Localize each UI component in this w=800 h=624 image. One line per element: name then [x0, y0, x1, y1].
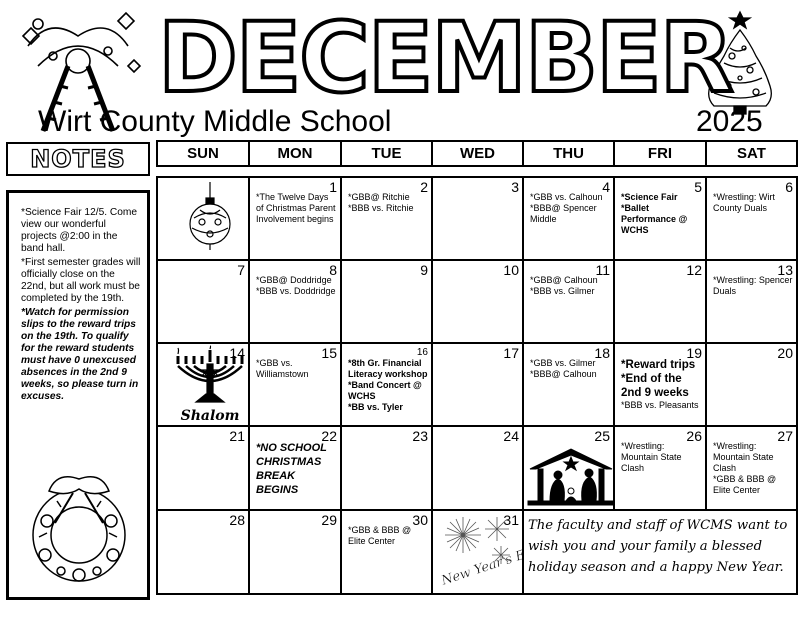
day-number: 4	[602, 179, 610, 195]
day-cell	[156, 342, 250, 427]
day-number: 21	[229, 428, 245, 444]
day-cell	[248, 176, 342, 261]
event-item: *NO SCHOOL CHRISTMAS BREAK BEGINS	[256, 442, 327, 496]
notes-body	[21, 207, 141, 403]
day-cell	[705, 425, 798, 511]
event-item: *BBB vs. Ritchie	[348, 203, 414, 213]
new-years-eve-label: New Year's Eve	[439, 542, 542, 589]
day-events	[713, 275, 793, 297]
day-number: 15	[321, 345, 337, 361]
day-number: 22	[321, 428, 337, 444]
day-cell	[613, 259, 707, 344]
day-number: 25	[594, 428, 610, 444]
note-paragraph: *Science Fair 12/5. Come view our wonderful projects @2:00 in the band hall.	[21, 207, 138, 254]
day-cell	[431, 259, 524, 344]
year-label: 2025	[696, 105, 763, 138]
event-item: *Science Fair	[621, 192, 678, 202]
notes-panel	[6, 190, 150, 600]
day-events	[713, 192, 793, 214]
day-events	[348, 358, 428, 413]
event-item: *Reward trips	[621, 359, 696, 371]
weekday-thu: THU	[522, 140, 615, 167]
weekday-fri: FRI	[613, 140, 707, 167]
day-number: 30	[412, 512, 428, 528]
day-events	[348, 525, 428, 547]
event-item: *GBB@ Doddridge	[256, 275, 332, 285]
day-cell	[431, 342, 524, 427]
day-cell	[431, 509, 542, 595]
day-cell	[340, 509, 433, 595]
day-events	[621, 192, 702, 236]
weekday-wed: WED	[431, 140, 524, 167]
event-item: *GBB vs. Calhoun	[530, 192, 603, 202]
event-item: *BBB vs. Doddridge	[256, 286, 336, 296]
day-number: 6	[785, 179, 793, 195]
day-events	[530, 192, 610, 225]
event-item: *The Twelve Days of Christmas Parent Involvement begins	[256, 192, 336, 224]
day-cell	[705, 342, 798, 427]
day-number: 26	[686, 428, 702, 444]
day-cell	[248, 509, 342, 595]
event-item: *Wrestling: Wirt County Duals	[713, 192, 775, 213]
day-cell	[613, 342, 707, 427]
day-number: 23	[412, 428, 428, 444]
closing-message: The faculty and staff of WCMS want to wish you and your family a blessed holiday season and a happy New Year.	[528, 518, 788, 575]
day-number: 19	[686, 345, 702, 361]
day-cell	[705, 259, 798, 344]
event-item: *BBB vs. Gilmer	[530, 286, 595, 296]
event-item: *Ballet Performance @ WCHS	[621, 203, 688, 235]
day-cell	[522, 342, 615, 427]
event-item: *GBB vs. Gilmer	[530, 358, 596, 368]
day-events	[256, 358, 337, 380]
day-number: 3	[511, 179, 519, 195]
day-number: 7	[237, 262, 245, 278]
day-cell	[613, 176, 707, 261]
day-cell	[340, 176, 433, 261]
event-item: *GBB & BBB @ Elite Center	[348, 525, 412, 546]
event-item: *BBB@ Calhoun	[530, 369, 597, 379]
day-events	[348, 192, 428, 214]
event-item: *GBB vs. Williamstown	[256, 358, 309, 379]
day-events	[530, 358, 610, 380]
day-number: 2	[420, 179, 428, 195]
event-item: *BB vs. Tyler	[348, 402, 403, 412]
day-number: 18	[594, 345, 610, 361]
day-cell	[340, 342, 433, 427]
day-number: 14	[229, 345, 245, 361]
event-item: *BBB@ Spencer Middle	[530, 203, 597, 224]
day-cell	[156, 509, 250, 595]
day-cell	[248, 342, 342, 427]
day-number: 13	[777, 262, 793, 278]
day-number: 24	[503, 428, 519, 444]
day-number: 16	[416, 347, 428, 358]
day-cell	[705, 176, 798, 261]
day-cell	[156, 176, 250, 261]
day-number: 11	[595, 262, 610, 278]
note-paragraph: *Watch for permission slips to the reward trips on the 19th. To qualify for the reward students must have 0 unexcused absences in the 2nd 9 weeks, so please turn in excuses.	[21, 307, 139, 402]
event-item: *Band Concert @ WCHS	[348, 380, 422, 401]
shalom-label: Shalom	[180, 408, 240, 424]
weekday-sat: SAT	[705, 140, 798, 167]
day-number: 12	[686, 262, 702, 278]
school-name: Wirt County Middle School	[38, 105, 392, 138]
day-number: 20	[777, 345, 793, 361]
weekday-sun: SUN	[156, 140, 250, 167]
event-item: *Wrestling: Mountain State Clash	[621, 441, 682, 473]
day-cell	[340, 259, 433, 344]
event-item: *GBB@ Calhoun	[530, 275, 598, 285]
month-title: DECEMBER	[158, 2, 732, 114]
day-number: 27	[777, 428, 793, 444]
day-cell	[522, 176, 615, 261]
day-cell	[340, 425, 433, 511]
event-item: *GBB & BBB @ Elite Center	[713, 474, 777, 495]
wreath-icon	[17, 471, 141, 589]
day-number: 1	[329, 179, 337, 195]
day-cell	[156, 425, 250, 511]
note-paragraph: *First semester grades will officially close on the 22nd, but all work must be completed by the 19th.	[21, 257, 141, 304]
event-item: *8th Gr. Financial Literacy workshop	[348, 358, 428, 379]
day-cell	[613, 425, 707, 511]
event-item: *End of the 2nd 9 weeks	[621, 373, 689, 399]
event-item: *GBB@ Ritchie	[348, 192, 410, 202]
day-number: 5	[694, 179, 702, 195]
notes-heading: NOTES	[6, 142, 150, 176]
day-number: 9	[420, 262, 428, 278]
day-events	[256, 275, 337, 297]
day-events	[256, 192, 337, 225]
weekday-mon: MON	[248, 140, 342, 167]
event-item: *Wrestling: Mountain State Clash	[713, 441, 774, 473]
day-events	[621, 358, 702, 411]
day-events	[621, 441, 702, 474]
day-number: 31	[503, 512, 519, 528]
day-cell	[431, 425, 524, 511]
day-events	[713, 441, 793, 496]
weekday-tue: TUE	[340, 140, 433, 167]
day-number: 17	[503, 345, 519, 361]
day-cell	[156, 259, 250, 344]
day-cell	[522, 425, 615, 511]
day-cell	[248, 259, 342, 344]
ornament-icon	[180, 182, 240, 252]
day-cell	[431, 176, 524, 261]
day-number: 29	[321, 512, 337, 528]
day-number: 10	[503, 262, 519, 278]
day-events	[256, 441, 337, 497]
nativity-icon	[528, 447, 614, 505]
day-cell	[522, 259, 615, 344]
day-events	[530, 275, 610, 297]
day-number: 8	[329, 262, 337, 278]
day-number: 28	[229, 512, 245, 528]
event-item: *Wrestling: Spencer Duals	[713, 275, 793, 296]
day-cell	[248, 425, 342, 511]
event-item: *BBB vs. Pleasants	[621, 400, 699, 410]
